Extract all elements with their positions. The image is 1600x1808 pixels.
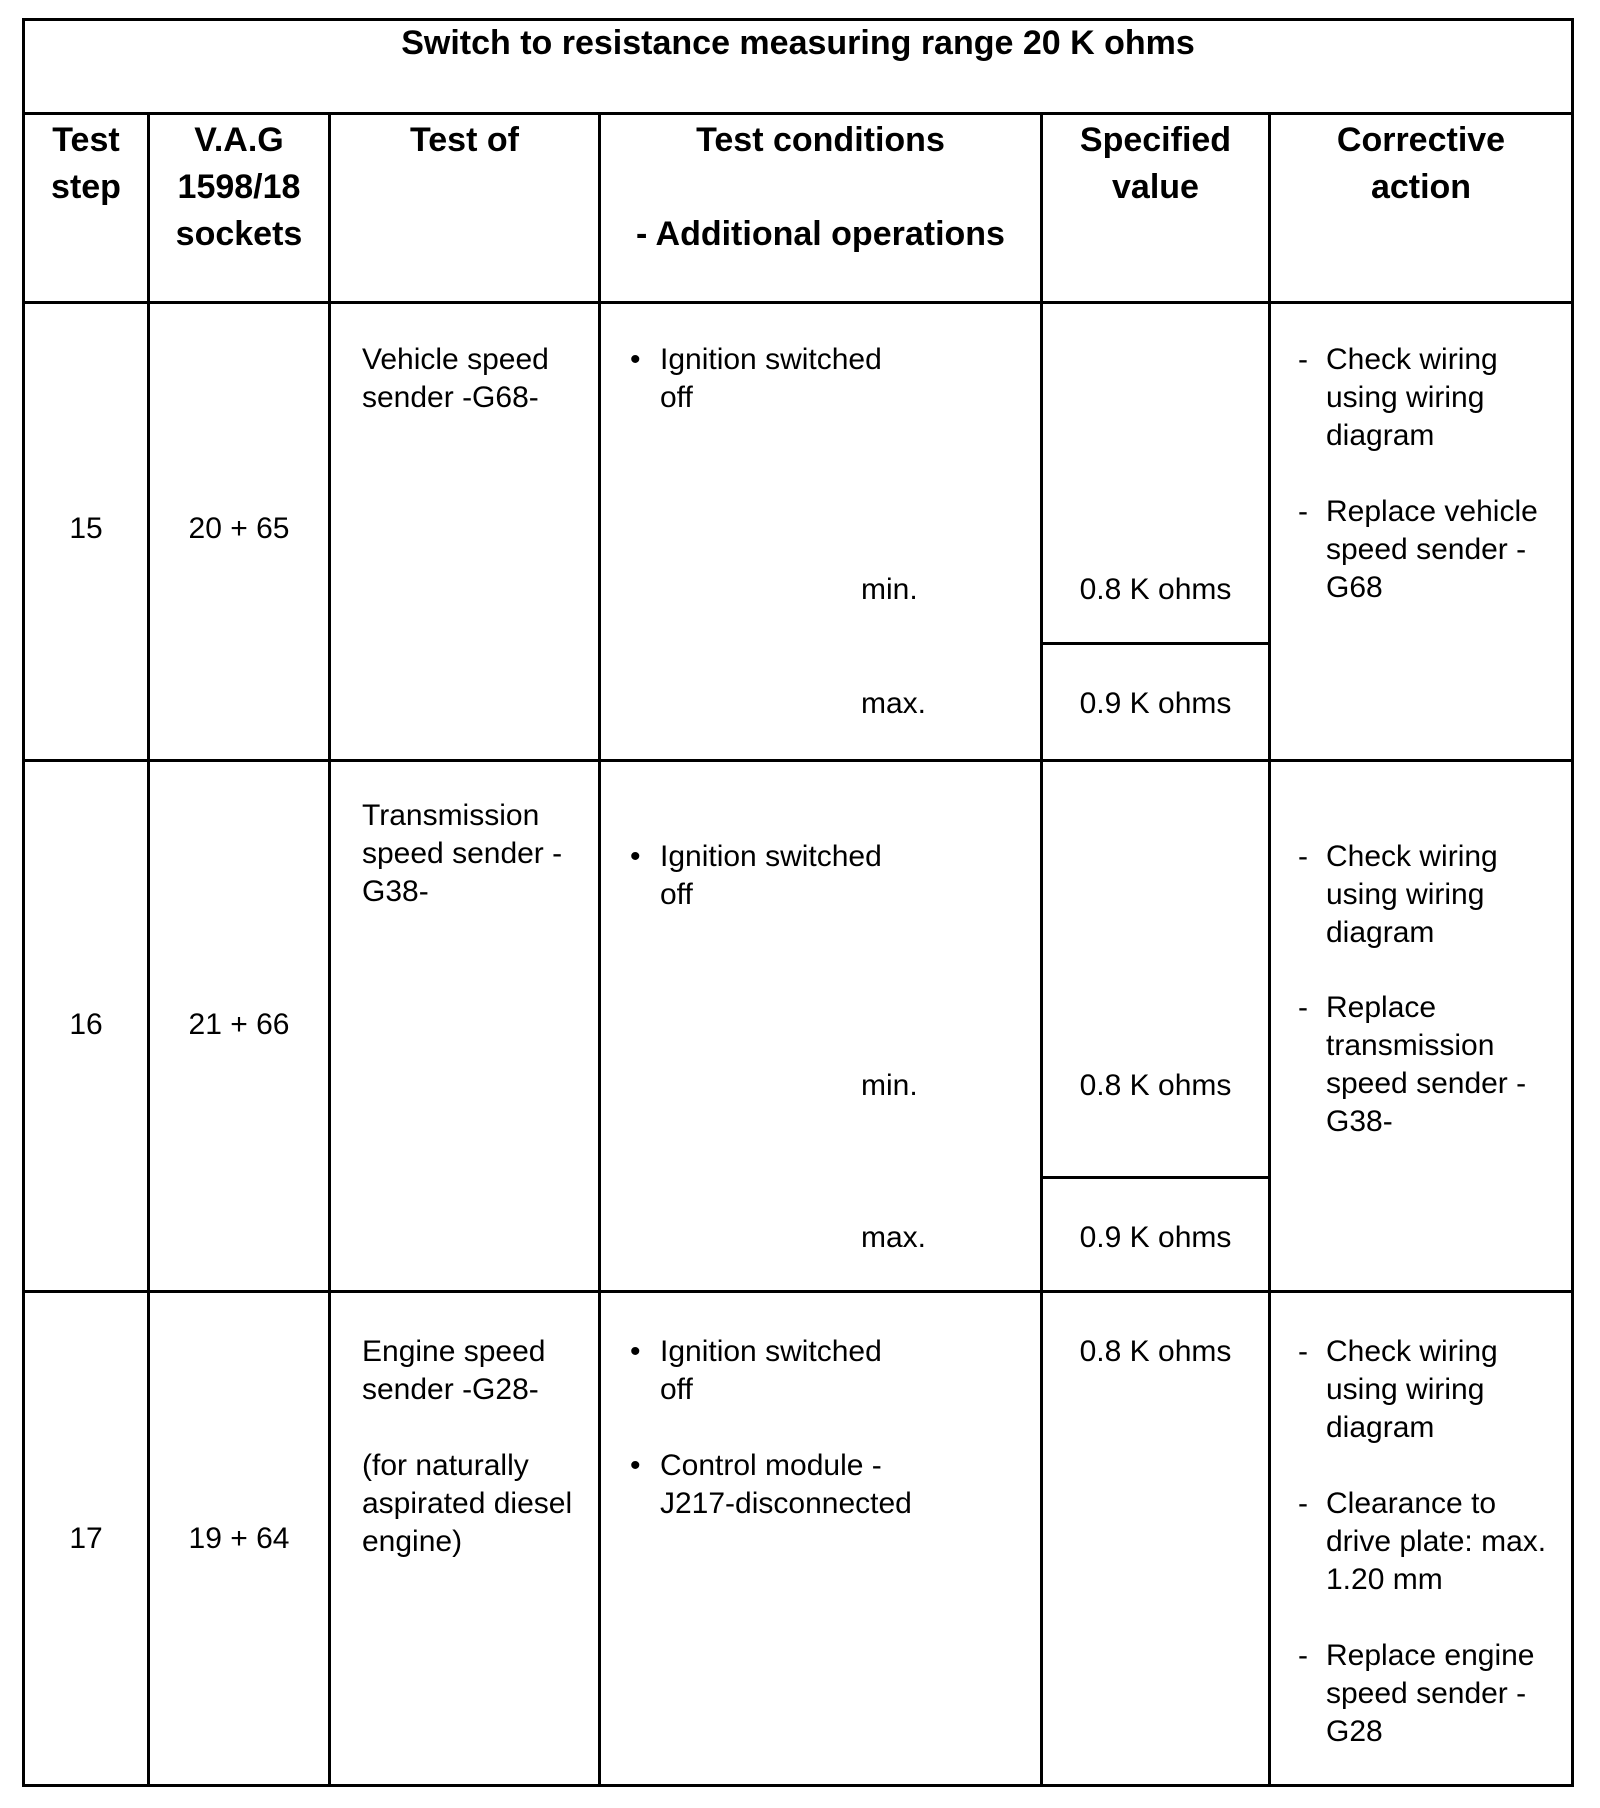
row-17-test-of-note: (for naturally aspirated diesel engine): [362, 1449, 573, 1558]
bullet: •: [630, 1449, 641, 1482]
row-17-action-1: - Check wiring using wiring diagram: [1298, 1335, 1498, 1444]
table-title: Switch to resistance measuring range 20 K ohms: [401, 24, 1195, 62]
row-17-action-2: - Clearance to drive plate: max. 1.20 mm: [1298, 1487, 1547, 1596]
col-divider-2: [328, 112, 331, 1787]
row-16-action-1: - Check wiring using wiring diagram: [1298, 840, 1498, 949]
row-16-max-label: max.: [861, 1221, 927, 1254]
row-15-action-1: - Check wiring using wiring diagram: [1298, 343, 1498, 452]
col-divider-4: [1040, 112, 1043, 1787]
table-border-bottom: [22, 1784, 1574, 1787]
row-15-step: 15: [69, 512, 103, 545]
row-divider-16-17: [22, 1290, 1574, 1293]
col-divider-3: [598, 112, 601, 1787]
value-split-row-15: [1040, 642, 1270, 645]
row-17-step: 17: [69, 1522, 103, 1555]
row-16-sockets: 21 + 66: [188, 1008, 290, 1041]
row-16-max-value: 0.9 K ohms: [1079, 1221, 1232, 1254]
row-15-max-value: 0.9 K ohms: [1079, 687, 1232, 720]
row-16-condition: • Ignition switched off: [630, 840, 882, 911]
row-17-test-of: Engine speed sender -G28-: [362, 1335, 546, 1406]
row-15-min-label: min.: [861, 573, 918, 606]
row-15-test-of: Vehicle speed sender -G68-: [362, 343, 549, 414]
row-15-max-label: max.: [861, 687, 927, 720]
header-sockets: V.A.G 1598/18 sockets: [175, 121, 303, 253]
row-15-min-value: 0.8 K ohms: [1079, 573, 1232, 606]
header-test-of: Test of: [410, 121, 519, 159]
bullet: •: [630, 840, 641, 873]
row-15-sockets: 20 + 65: [188, 512, 290, 545]
row-17-condition-2: • Control module - J217-disconnected: [630, 1449, 912, 1520]
row-16-test-of: Transmission speed sender - G38-: [362, 799, 563, 908]
row-16-min-label: min.: [861, 1069, 918, 1102]
header-test-step: Test step: [51, 121, 121, 206]
row-divider-15-16: [22, 759, 1574, 762]
table-border-right: [1571, 18, 1574, 1787]
row-16-min-value: 0.8 K ohms: [1079, 1069, 1232, 1102]
col-divider-5: [1268, 112, 1271, 1787]
row-17-condition-1: • Ignition switched off: [630, 1335, 882, 1406]
row-15-condition: • Ignition switched off: [630, 343, 882, 414]
bullet: •: [630, 343, 641, 376]
header-corrective-action: Corrective action: [1336, 121, 1506, 206]
header-divider: [22, 301, 1574, 304]
row-17-action-3: - Replace engine speed sender - G28: [1298, 1639, 1535, 1748]
value-split-row-16: [1040, 1176, 1270, 1179]
row-17-value: 0.8 K ohms: [1079, 1335, 1232, 1368]
row-16-action-2: - Replace transmission speed sender - G38-: [1298, 991, 1527, 1138]
title-divider: [22, 112, 1574, 115]
row-15-action-2: - Replace vehicle speed sender - G68: [1298, 495, 1538, 604]
row-17-sockets: 19 + 64: [188, 1522, 290, 1555]
header-specified-value: Specified value: [1079, 121, 1232, 206]
header-test-conditions: Test conditions - Additional operations: [636, 121, 1005, 253]
row-16-step: 16: [69, 1008, 103, 1041]
bullet: •: [630, 1335, 641, 1368]
